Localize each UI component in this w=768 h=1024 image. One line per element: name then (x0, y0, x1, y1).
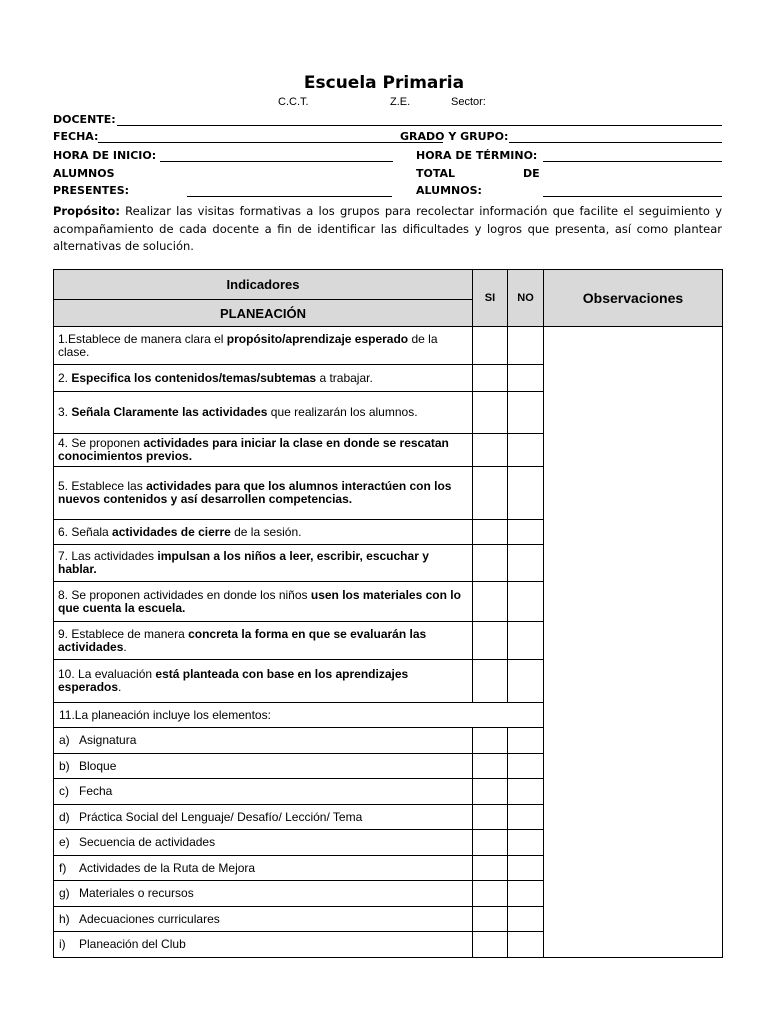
indicator-text-part: Señala Claramente las actividades (71, 405, 268, 419)
hora-inicio-field[interactable] (160, 161, 393, 162)
element-label-cell (54, 881, 473, 907)
observaciones-header: Observaciones (544, 270, 723, 327)
no-header: NO (508, 270, 544, 327)
indicator-text (54, 545, 473, 582)
si-checkbox-cell[interactable] (473, 830, 508, 856)
element-label: Actividades de la Ruta de Mejora (79, 860, 256, 875)
no-checkbox-cell[interactable] (508, 365, 544, 392)
indicator-text-part: 4. Se proponen (58, 436, 144, 450)
indicator-text (54, 520, 473, 545)
element-label: Adecuaciones curriculares (79, 911, 220, 926)
hora-row (53, 147, 722, 165)
element-label-cell (54, 753, 473, 779)
indicator-text (54, 392, 473, 434)
total-alumnos-field[interactable] (543, 196, 722, 197)
si-checkbox-cell[interactable] (473, 753, 508, 779)
indicator-text-part: 2. (58, 370, 72, 385)
no-checkbox-cell[interactable] (508, 855, 544, 881)
indicator-text (54, 327, 473, 365)
no-checkbox-cell[interactable] (508, 434, 544, 467)
docente-label: DOCENTE: (53, 113, 116, 126)
si-checkbox-cell[interactable] (473, 804, 508, 830)
no-checkbox-cell[interactable] (508, 622, 544, 660)
alumnos-row-1 (53, 165, 722, 183)
si-checkbox-cell[interactable] (473, 728, 508, 754)
fecha-row (53, 128, 722, 146)
fecha-label: FECHA: (53, 130, 99, 143)
si-checkbox-cell[interactable] (473, 881, 508, 907)
indicator-text-part: concreta la forma en que se evaluarán las actividades (58, 626, 427, 654)
indicator-text-part: 7. Las actividades (58, 549, 158, 563)
element-letter: i) (59, 937, 66, 952)
indicator-text-part: 10. La evaluación (58, 667, 156, 681)
no-checkbox-cell[interactable] (508, 804, 544, 830)
si-checkbox-cell[interactable] (473, 520, 508, 545)
element-label-cell (54, 779, 473, 805)
si-checkbox-cell[interactable] (473, 545, 508, 582)
no-checkbox-cell[interactable] (508, 545, 544, 582)
si-checkbox-cell[interactable] (473, 622, 508, 660)
no-checkbox-cell[interactable] (508, 906, 544, 932)
element-letter: e) (59, 835, 70, 850)
indicator-text (54, 582, 473, 622)
item11-text: 11.La planeación incluye los elementos: (54, 703, 544, 728)
hora-termino-label: HORA DE TÉRMINO: (416, 149, 538, 162)
indicator-text-part: propósito/aprendizaje esperado (226, 331, 409, 346)
element-label: Bloque (79, 758, 117, 773)
indicator-text-part: 5. Establece las (58, 479, 147, 493)
element-letter: f) (59, 860, 67, 875)
indicator-text-part: 3. (58, 405, 72, 419)
indicator-text-part: . (123, 639, 127, 654)
indicator-text-part: 1.Establece de manera clara el (58, 331, 227, 346)
no-checkbox-cell[interactable] (508, 392, 544, 434)
si-checkbox-cell[interactable] (473, 392, 508, 434)
element-label-cell (54, 932, 473, 958)
indicator-text-part: 6. Señala (58, 524, 113, 539)
school-codes-row (0, 96, 768, 110)
si-checkbox-cell[interactable] (473, 855, 508, 881)
no-checkbox-cell[interactable] (508, 753, 544, 779)
presentes-label: PRESENTES: (53, 184, 130, 197)
si-checkbox-cell[interactable] (473, 434, 508, 467)
planeacion-header: PLANEACIÓN (54, 300, 473, 327)
evaluation-table (53, 269, 723, 958)
indicator-text (54, 365, 473, 392)
si-checkbox-cell[interactable] (473, 327, 508, 365)
no-checkbox-cell[interactable] (508, 660, 544, 703)
grado-field[interactable] (509, 142, 722, 143)
si-checkbox-cell[interactable] (473, 365, 508, 392)
indicator-text-part: 8. Se proponen actividades en donde los niños (58, 587, 311, 602)
no-checkbox-cell[interactable] (508, 779, 544, 805)
presentes-field[interactable] (187, 196, 392, 197)
element-letter: d) (59, 809, 70, 824)
indicator-text-part: de la sesión. (230, 524, 302, 539)
element-letter: b) (59, 758, 70, 773)
no-checkbox-cell[interactable] (508, 520, 544, 545)
indicator-text (54, 467, 473, 520)
alumnos-row-2 (53, 182, 722, 200)
element-label-cell (54, 906, 473, 932)
table-header-row (54, 270, 723, 300)
element-letter: g) (59, 886, 70, 901)
si-checkbox-cell[interactable] (473, 779, 508, 805)
no-checkbox-cell[interactable] (508, 728, 544, 754)
indicator-text-part: actividades para que los alumnos interactúen con los nuevos contenidos y así desarrollen competencias. (58, 479, 452, 506)
indicator-text-part: actividades para iniciar la clase en donde se rescatan conocimientos previos. (58, 436, 449, 463)
si-checkbox-cell[interactable] (473, 932, 508, 958)
element-letter: c) (59, 784, 69, 799)
document-title: Escuela Primaria (303, 73, 465, 93)
indicadores-header: Indicadores (54, 270, 473, 300)
fecha-field[interactable] (98, 142, 443, 143)
element-label: Secuencia de actividades (79, 835, 216, 850)
purpose-text: Realizar las visitas formativas a los grupos para recolectar información que facilite el seguimiento y acompañamiento de cada docente a fin de identificar las dificultades y logros que presenta, así como plantear alternativas de solución. (53, 204, 722, 253)
indicator-text-part: a trabajar. (316, 370, 373, 385)
si-checkbox-cell[interactable] (473, 467, 508, 520)
total-alumnos-label: ALUMNOS: (416, 184, 482, 197)
indicator-text-part: que realizarán los alumnos. (267, 405, 418, 419)
element-label: Práctica Social del Lenguaje/ Desafío/ Lección/ Tema (79, 809, 363, 824)
si-checkbox-cell[interactable] (473, 906, 508, 932)
observaciones-field[interactable] (544, 327, 723, 958)
no-checkbox-cell[interactable] (508, 582, 544, 622)
alumnos-label: ALUMNOS (53, 167, 115, 180)
indicator-text (54, 434, 473, 467)
indicator-text-part: actividades de cierre (112, 524, 231, 539)
de-label: DE (523, 167, 540, 180)
hora-termino-field[interactable] (543, 161, 722, 162)
element-label-cell (54, 855, 473, 881)
si-checkbox-cell[interactable] (473, 582, 508, 622)
purpose-label: Propósito: (53, 204, 120, 218)
si-header: SI (473, 270, 508, 327)
no-checkbox-cell[interactable] (508, 467, 544, 520)
ze-label: Z.E. (390, 96, 411, 108)
element-label-cell (54, 728, 473, 754)
element-label-cell (54, 830, 473, 856)
indicator-row (54, 327, 723, 365)
element-label: Materiales o recursos (79, 886, 194, 901)
indicator-text-part: está planteada con base en los aprendizajes esperados (58, 667, 409, 694)
indicator-text (54, 660, 473, 703)
no-checkbox-cell[interactable] (508, 327, 544, 365)
indicator-text-part: impulsan a los niños a leer, escribir, escuchar y hablar. (58, 549, 429, 576)
grado-label: GRADO Y GRUPO: (400, 130, 509, 143)
purpose-paragraph (53, 203, 722, 256)
docente-field[interactable] (117, 125, 722, 126)
indicator-text-part: . (118, 680, 122, 694)
indicator-text-part: de la clase. (58, 331, 438, 359)
no-checkbox-cell[interactable] (508, 932, 544, 958)
indicator-text-part: usen los materiales con lo que cuenta la escuela. (58, 587, 461, 615)
element-letter: a) (59, 733, 70, 748)
no-checkbox-cell[interactable] (508, 830, 544, 856)
si-checkbox-cell[interactable] (473, 660, 508, 703)
hora-inicio-label: HORA DE INICIO: (53, 149, 157, 162)
indicator-text-part: 9. Establece de manera (58, 626, 189, 641)
element-label: Asignatura (79, 733, 137, 748)
indicator-text (54, 622, 473, 660)
element-label: Fecha (79, 784, 113, 799)
element-letter: h) (59, 911, 70, 926)
indicator-text-part: Especifica los contenidos/temas/subtemas (71, 370, 317, 385)
total-label: TOTAL (416, 167, 456, 180)
element-label-cell (54, 804, 473, 830)
sector-label: Sector: (451, 96, 486, 108)
no-checkbox-cell[interactable] (508, 881, 544, 907)
element-label: Planeación del Club (79, 937, 186, 952)
docente-row (53, 111, 722, 129)
cct-label: C.C.T. (278, 96, 309, 108)
